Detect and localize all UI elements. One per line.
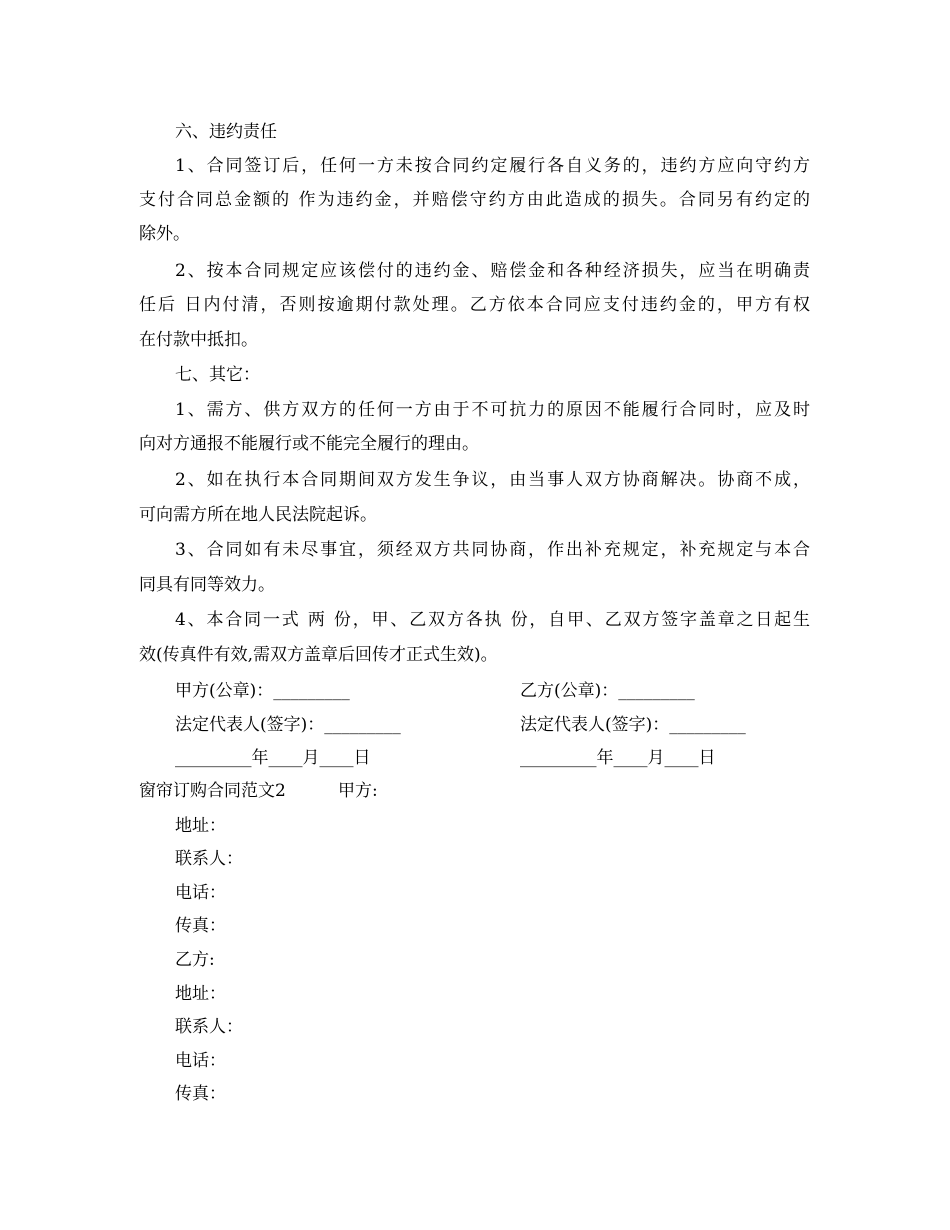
- party-a-address: 地址：: [175, 816, 226, 836]
- sample-2-party-b-label: 乙方:: [175, 950, 215, 970]
- paragraph-line: 支付合同总金额的 作为违约金，并赔偿守约方由此造成的损失。合同另有约定的: [139, 190, 810, 210]
- party-b-address: 地址：: [175, 984, 226, 1004]
- party-a-representative: 法定代表人(签字)：_________: [175, 715, 401, 735]
- party-a-contact: 联系人：: [175, 849, 243, 869]
- paragraph-line: 可向需方所在地人民法院起诉。: [139, 505, 377, 525]
- paragraph-line: 除外。: [139, 224, 190, 244]
- paragraph-line: 同具有同等效力。: [139, 575, 275, 595]
- party-a-seal: 甲方(公章)：_________: [175, 681, 350, 701]
- party-b-seal: 乙方(公章)：_________: [520, 681, 695, 701]
- party-b-date: _________年____月____日: [520, 748, 716, 768]
- paragraph-line: 3、合同如有未尽事宜，须经双方共同协商，作出补充规定，补充规定与本合: [175, 540, 810, 560]
- paragraph-line: 2、如在执行本合同期间双方发生争议，由当事人双方协商解决。协商不成，: [175, 470, 810, 490]
- paragraph-line: 在付款中抵扣。: [139, 330, 258, 350]
- paragraph-line: 1、合同签订后，任何一方未按合同约定履行各自义务的，违约方应向守约方: [175, 156, 810, 176]
- sample-2-party-a-label: 甲方:: [338, 781, 378, 801]
- party-a-date: _________年____月____日: [175, 748, 371, 768]
- sample-2-title: 窗帘订购合同范文2: [139, 781, 286, 801]
- paragraph-line: 2、按本合同规定应该偿付的违约金、赔偿金和各种经济损失，应当在明确责: [175, 261, 810, 281]
- paragraph-line: 效(传真件有效,需双方盖章后回传才正式生效)。: [139, 645, 498, 665]
- party-b-contact: 联系人：: [175, 1017, 243, 1037]
- party-b-phone: 电话：: [175, 1051, 226, 1071]
- party-a-phone: 电话：: [175, 883, 226, 903]
- section-7-heading: 七、其它：: [175, 365, 260, 385]
- party-b-representative: 法定代表人(签字)：_________: [520, 715, 746, 735]
- paragraph-line: 向对方通报不能履行或不能完全履行的理由。: [139, 434, 479, 454]
- paragraph-line: 4、本合同一式 两 份，甲、乙双方各执 份，自甲、乙双方签字盖章之日起生: [175, 610, 810, 630]
- paragraph-line: 任后 日内付清，否则按逾期付款处理。乙方依本合同应支付违约金的，甲方有权: [139, 295, 810, 315]
- party-a-fax: 传真：: [175, 916, 226, 936]
- paragraph-line: 1、需方、供方双方的任何一方由于不可抗力的原因不能履行合同时，应及时: [175, 400, 810, 420]
- party-b-fax: 传真：: [175, 1084, 226, 1104]
- section-6-heading: 六、违约责任: [175, 122, 277, 142]
